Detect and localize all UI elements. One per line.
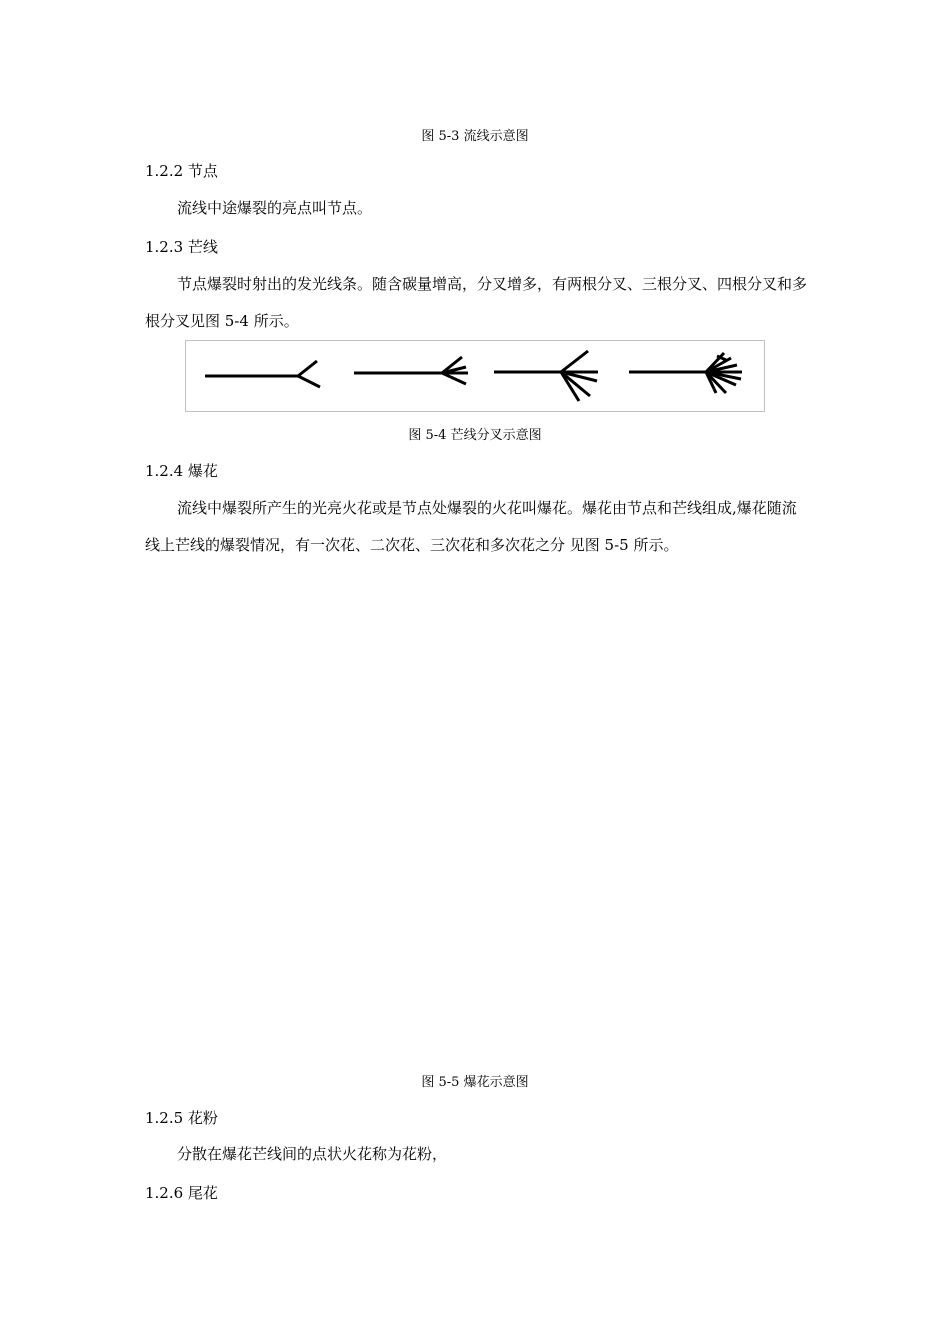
three-fork-mark [354, 357, 468, 384]
figure-5-5-caption: 图 5-5 爆花示意图 [421, 1075, 529, 1090]
two-fork-mark [205, 361, 320, 387]
section-1-2-3-text: 节点爆裂时射出的发光线条。随含碳量增高，分叉增多，有两根分叉、三根分叉、四根分叉和多根分叉见图 5-4 所示。 [145, 275, 808, 330]
section-1-2-2-heading: 1.2.2 节点 [145, 162, 218, 180]
section-1-2-4-text: 流线中爆裂所产生的光亮火花或是节点处爆裂的火花叫爆花。爆花由节点和芒线组成,爆花随流线上芒线的爆裂情况，有一次花、二次花、三次花和多次花之分 见图 5-5 所示。 [145, 499, 797, 554]
section-1-2-4-heading: 1.2.4 爆花 [145, 462, 218, 480]
section-1-2-6-heading: 1.2.6 尾花 [145, 1184, 218, 1202]
multi-fork-mark [629, 353, 742, 393]
figure-5-3-caption: 图 5-3 流线示意图 [421, 129, 529, 144]
figure-5-4-diagram [185, 340, 765, 412]
section-1-2-3-heading: 1.2.3 芒线 [145, 238, 218, 256]
section-1-2-2-text: 流线中途爆裂的亮点叫节点。 [177, 199, 373, 217]
section-1-2-5-text: 分散在爆花芒线间的点状火花称为花粉， [177, 1145, 448, 1163]
section-1-2-5-heading: 1.2.5 花粉 [145, 1109, 218, 1127]
four-fork-mark [494, 351, 598, 401]
figure-5-4-caption: 图 5-4 芒线分叉示意图 [408, 428, 542, 443]
